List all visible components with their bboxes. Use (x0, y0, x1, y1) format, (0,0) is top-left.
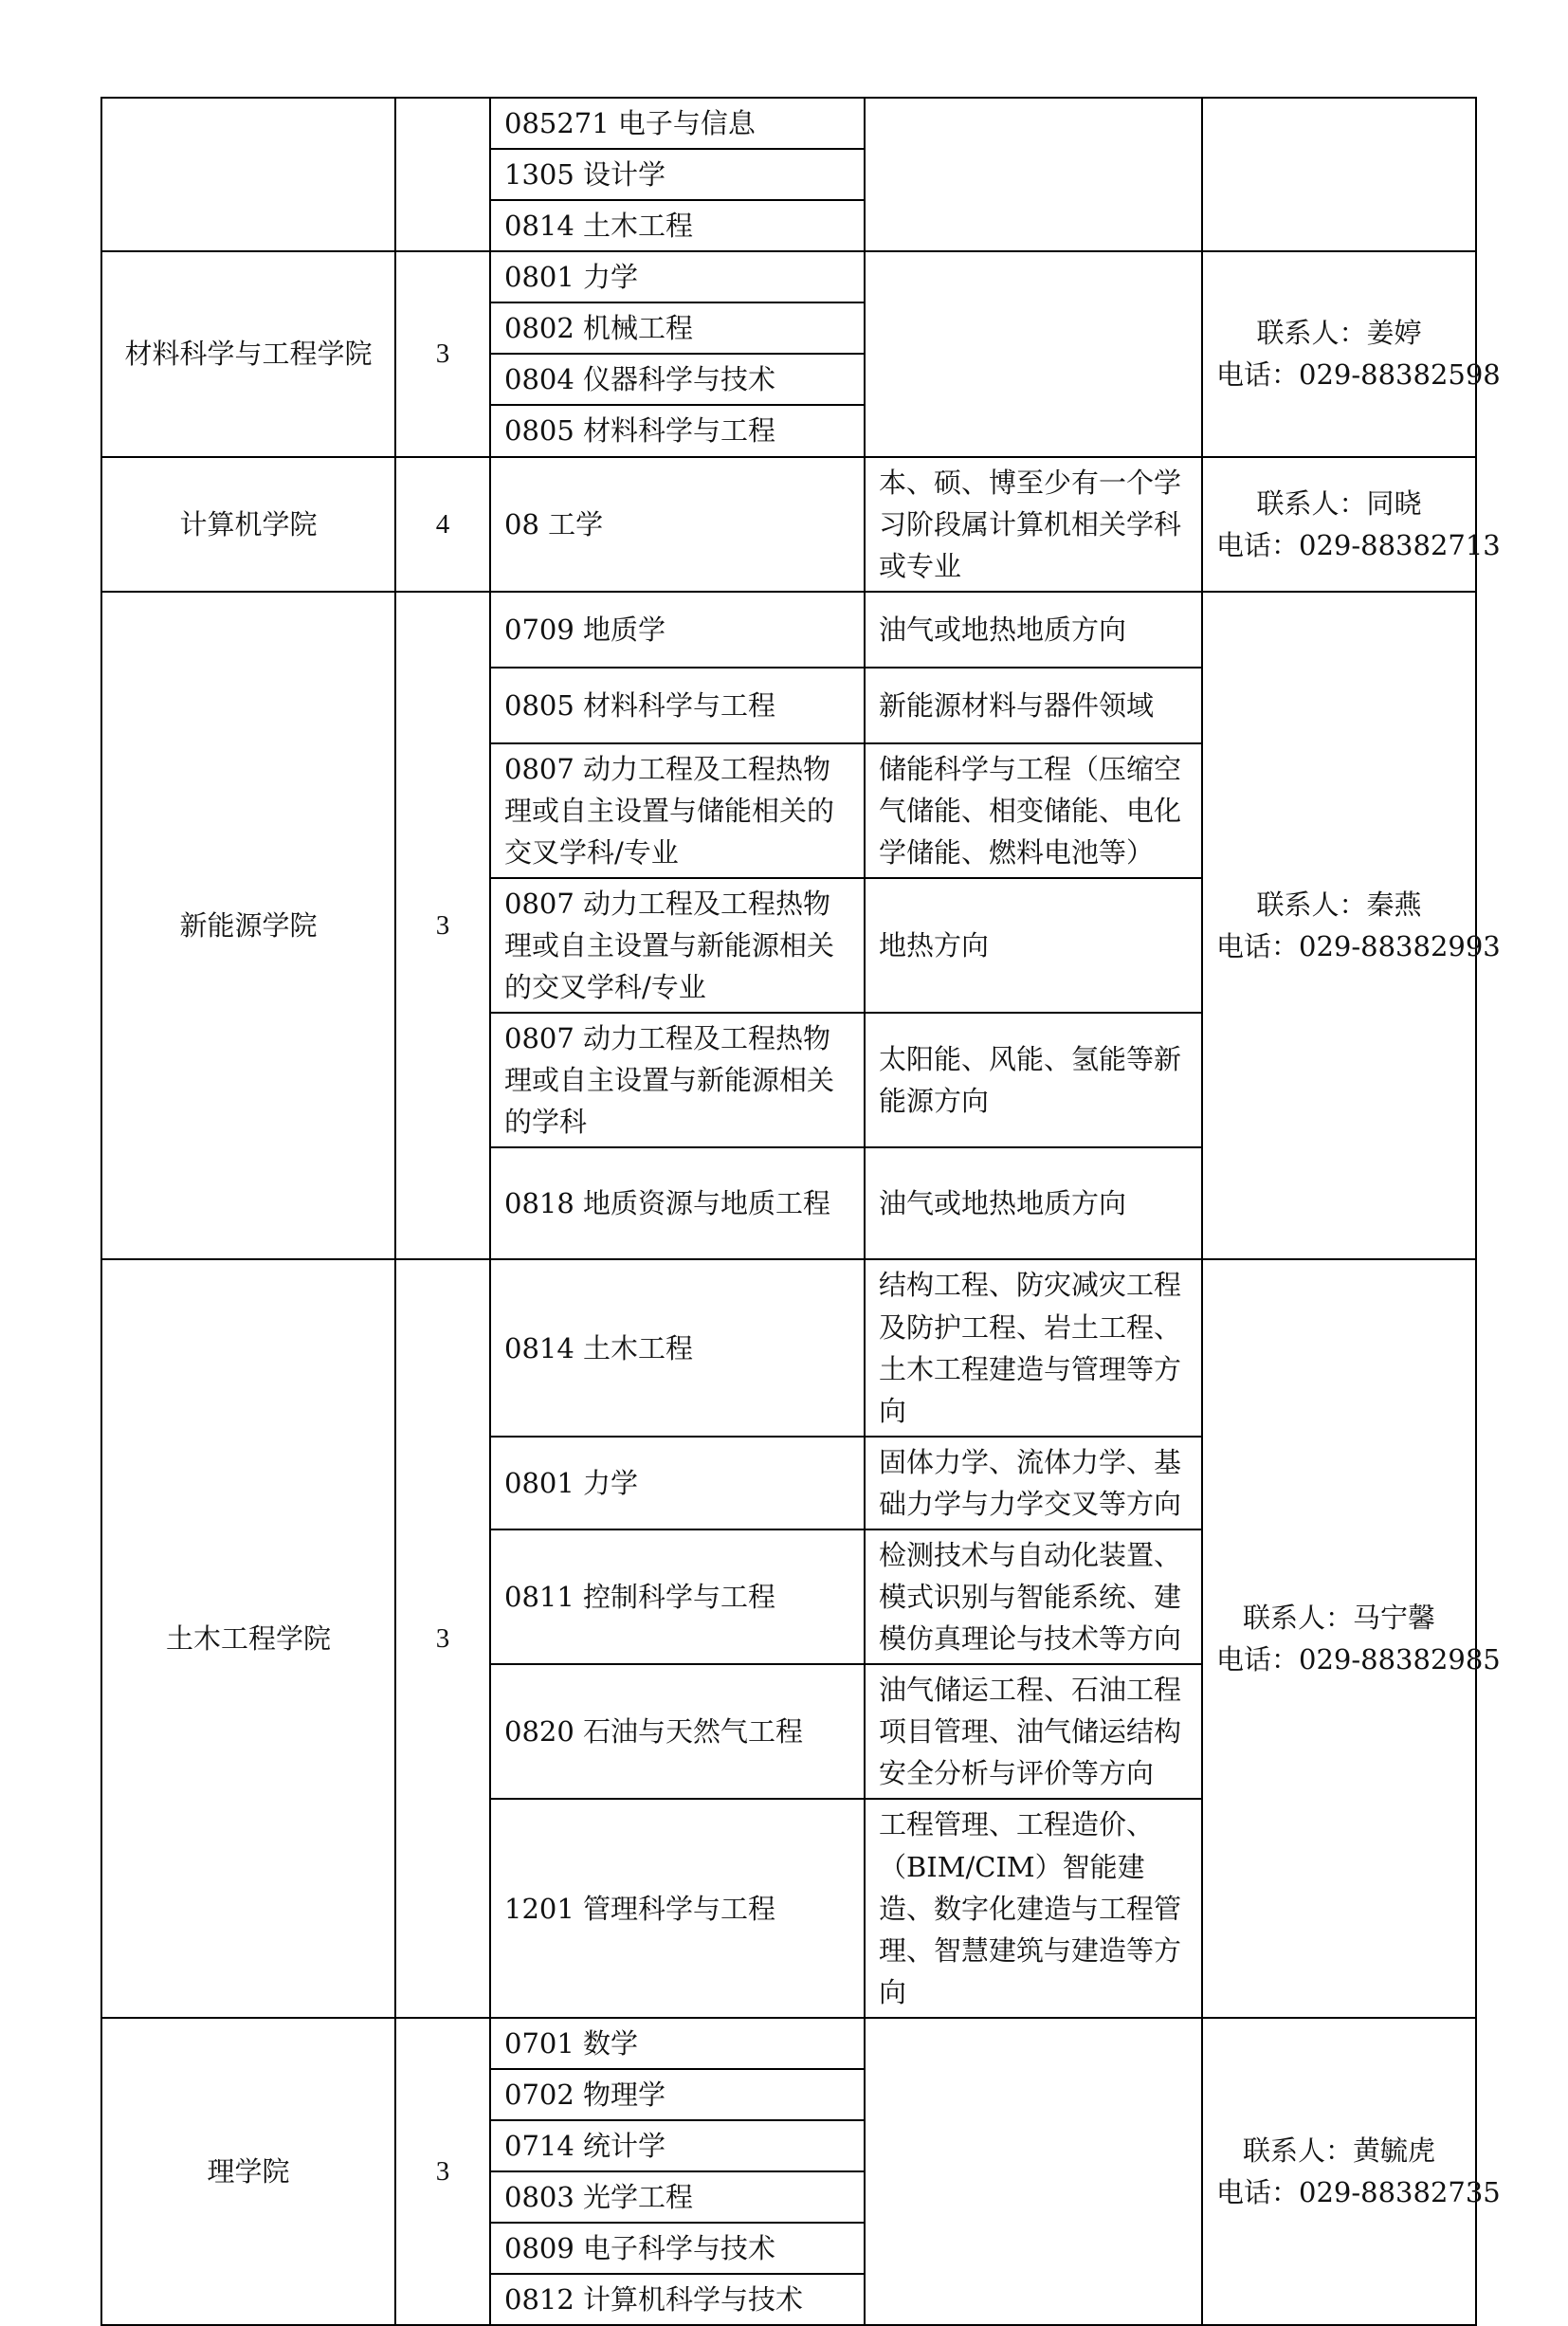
major-cell: 0714 统计学 (490, 2120, 865, 2171)
major-cell: 0812 计算机科学与技术 (490, 2274, 865, 2325)
contact-cell (1202, 1259, 1501, 2017)
contact-phone: 电话：029-88382985 (1216, 1643, 1501, 1676)
major-cell: 0801 力学 (490, 251, 865, 302)
major-cell: 0807 动力工程及工程热物理或自主设置与储能相关的交叉学科/专业 (490, 743, 865, 878)
college-cell: 材料科学与工程学院 (101, 251, 395, 456)
contact-person: 联系人：黄毓虎 (1242, 2134, 1435, 2167)
major-cell: 08 工学 (490, 457, 865, 592)
contact-cell (1202, 592, 1501, 1260)
count-cell (395, 98, 490, 251)
contact-person: 联系人：同晓 (1256, 486, 1422, 520)
major-cell: 0807 动力工程及工程热物理或自主设置与新能源相关的交叉学科/专业 (490, 878, 865, 1013)
contact-cell (1202, 251, 1501, 456)
contact-person: 联系人：马宁馨 (1242, 1602, 1435, 1635)
major-cell: 085271 电子与信息 (490, 98, 865, 149)
major-cell: 0809 电子科学与技术 (490, 2223, 865, 2274)
direction-cell: 固体力学、流体力学、基础力学与力学交叉等方向 (865, 1437, 1202, 1529)
major-cell: 1305 设计学 (490, 149, 865, 200)
major-cell: 0801 力学 (490, 1437, 865, 1529)
contact-cell (1202, 2018, 1501, 2325)
direction-cell: 油气或地热地质方向 (865, 592, 1202, 668)
major-cell: 0814 土木工程 (490, 1259, 865, 1436)
major-cell: 0818 地质资源与地质工程 (490, 1147, 865, 1259)
table-row (101, 457, 1476, 592)
major-cell: 1201 管理科学与工程 (490, 1799, 865, 2017)
direction-cell: 油气储运工程、石油工程项目管理、油气储运结构安全分析与评价等方向 (865, 1664, 1202, 1799)
count-cell: 3 (395, 592, 490, 1260)
direction-cell: 本、硕、博至少有一个学习阶段属计算机相关学科或专业 (865, 457, 1202, 592)
table-row (101, 592, 1476, 668)
document-page (100, 97, 1501, 2326)
major-cell: 0803 光学工程 (490, 2171, 865, 2223)
major-cell: 0805 材料科学与工程 (490, 405, 865, 456)
major-cell: 0805 材料科学与工程 (490, 668, 865, 743)
direction-cell (865, 251, 1202, 456)
contact-person: 联系人：姜婷 (1256, 317, 1422, 350)
direction-cell (865, 98, 1202, 251)
major-cell: 0811 控制科学与工程 (490, 1529, 865, 1664)
contact-phone: 电话：029-88382598 (1216, 358, 1501, 392)
direction-cell: 检测技术与自动化装置、模式识别与智能系统、建模仿真理论与技术等方向 (865, 1529, 1202, 1664)
count-cell: 4 (395, 457, 490, 592)
count-cell: 3 (395, 251, 490, 456)
major-cell: 0709 地质学 (490, 592, 865, 668)
major-cell: 0802 机械工程 (490, 302, 865, 354)
direction-cell: 储能科学与工程（压缩空气储能、相变储能、电化学储能、燃料电池等） (865, 743, 1202, 878)
major-cell: 0807 动力工程及工程热物理或自主设置与新能源相关的学科 (490, 1013, 865, 1147)
table-row (101, 1259, 1476, 1436)
direction-cell: 结构工程、防灾减灾工程及防护工程、岩土工程、土木工程建造与管理等方向 (865, 1259, 1202, 1436)
direction-cell: 油气或地热地质方向 (865, 1147, 1202, 1259)
college-cell: 土木工程学院 (101, 1259, 395, 2017)
college-cell: 新能源学院 (101, 592, 395, 1260)
major-cell: 0804 仪器科学与技术 (490, 354, 865, 405)
college-cell: 计算机学院 (101, 457, 395, 592)
contact-phone: 电话：029-88382735 (1216, 2176, 1501, 2209)
major-cell: 0701 数学 (490, 2018, 865, 2069)
major-cell: 0814 土木工程 (490, 200, 865, 251)
contact-person: 联系人：秦燕 (1256, 888, 1422, 922)
major-cell: 0820 石油与天然气工程 (490, 1664, 865, 1799)
contact-phone: 电话：029-88382993 (1216, 930, 1501, 963)
contact-cell (1202, 98, 1476, 251)
direction-cell: 太阳能、风能、氢能等新能源方向 (865, 1013, 1202, 1147)
count-cell: 3 (395, 2018, 490, 2325)
direction-cell (865, 2018, 1202, 2325)
direction-cell: 工程管理、工程造价、（BIM/CIM）智能建造、数字化建造与工程管理、智慧建筑与建造等方向 (865, 1799, 1202, 2017)
count-cell: 3 (395, 1259, 490, 2017)
contact-phone: 电话：029-88382713 (1216, 528, 1501, 561)
college-cell (101, 98, 395, 251)
table-row (101, 251, 1476, 302)
table-row (101, 98, 1476, 149)
table-row (101, 2018, 1476, 2069)
direction-cell: 地热方向 (865, 878, 1202, 1013)
direction-cell: 新能源材料与器件领域 (865, 668, 1202, 743)
major-cell: 0702 物理学 (490, 2069, 865, 2120)
college-cell: 理学院 (101, 2018, 395, 2325)
contact-cell (1202, 457, 1501, 592)
recruitment-table (100, 97, 1501, 2326)
